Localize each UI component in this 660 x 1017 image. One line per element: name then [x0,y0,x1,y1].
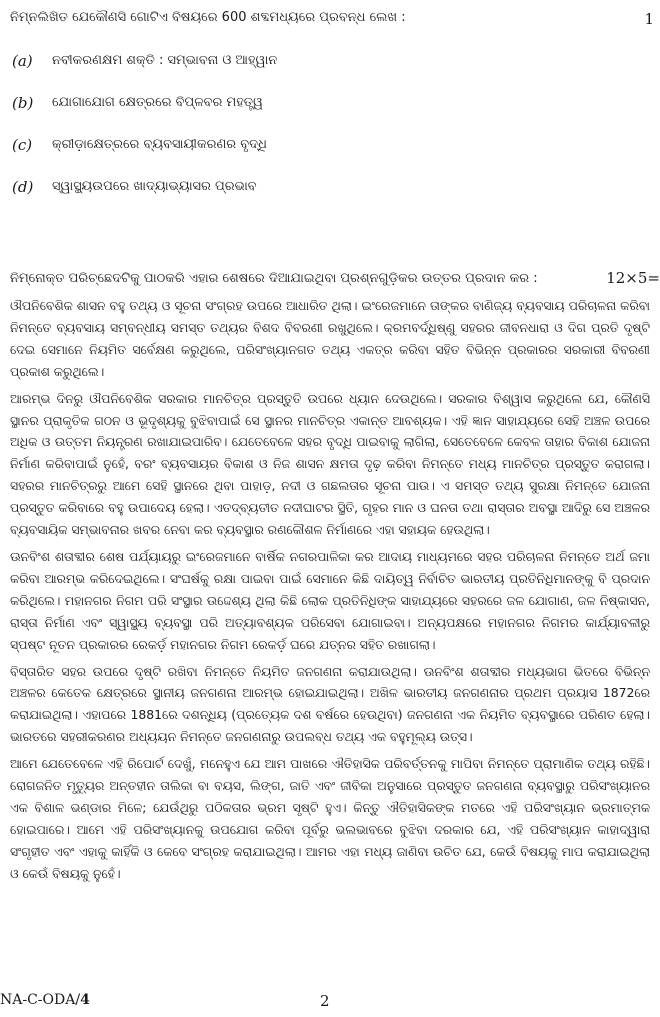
marks-label: 12×5= [606,269,660,287]
option-c [12,136,572,178]
option-text: କ୍ରୀଡ଼ାକ୍ଷେତ୍ରରେ ବ୍ୟବସାୟୀକରଣର ବୃଦ୍ଧି [52,137,267,152]
option-a [12,52,572,94]
essay-options [12,52,572,220]
paper-code-prefix: NA-C-ODA/ [0,992,81,1008]
passage-paragraph: ଆରମ୍ଭ ଦିନରୁ ଔପନିବେଶିକ ସରକାର ମାନଚିତ୍ର ପ୍ରସ୍ତୁତି ଉପରେ ଧ୍ୟାନ ଦେଉଥିଲେ। ସରକାର ବିଶ୍ୱାସ କରୁଥିଲେ ଯେ, କୌଣସି ସ୍ଥାନର ପ୍ରାକୃତିକ ଗଠନ ଓ ଭୂଦୃଶ୍ୟକୁ ବୁଝିବାପାଇଁ ସେ ସ୍ଥାନର ମାନଚିତ୍ର ଏକାନ୍ତ ଆବଶ୍ୟକ। ଏହି ଜ୍ଞାନ ସାହାଯ୍ୟରେ ସେହି ଅଞ୍ଚଳ ଉପରେ ଅଧିକ ଓ ଉତ୍ତମ ନିୟନ୍ତ୍ରଣ ରଖାଯାଇପାରିବ। ଯେତେବେଳେ ସହର ବୃଦ୍ଧି ପାଇବାକୁ ଲାଗିଲା, ସେତେବେଳେ କେବଳ ତାହାର ବିକାଶ ଯୋଜନା ନିର୍ମାଣ କରିବାପାଇଁ ନୁହେଁ, ବରଂ ବ୍ୟବସାୟର ବିକାଶ ଓ ନିଜ ଶାସନ କ୍ଷମତା ଦୃଢ଼ କରିବା ନିମନ୍ତେ ମଧ୍ୟ ମାନଚିତ୍ର ପ୍ରସ୍ତୁତ କରାଗଲା। ସହରର ମାନଚିତ୍ରରୁ ଆମେ ସେହି ସ୍ଥାନରେ ଥିବା ପାହାଡ଼, ନଦୀ ଓ ଗଛଲତାର ସୂଚନା ପାଉ। ଏ ସମସ୍ତ ତଥ୍ୟ ସୁରକ୍ଷା ନିମନ୍ତେ ଯୋଜନା ପ୍ରସ୍ତୁତ କରିବାରେ ବହୁ ଉପାଦେୟ ହେଲା। ଏତଦ୍‌ବ୍ୟତୀତ ନଦୀଘାଟର ସ୍ଥିତି, ଗୃହର ମାନ ଓ ଘନତା ତଥା ରାସ୍ତାର ଅବସ୍ଥା ଆଦିରୁ ସେ ଅଞ୍ଚଳର ବ୍ୟବସାୟିକ ସମ୍ଭାବନାର ଖବର ନେବା କର ବ୍ୟବସ୍ଥାର ରଣକୌଶଳ ନିର୍ମାଣରେ ଏହା ସହାୟକ ହେଉଥିଲା। [10,390,650,538]
question-number: 1 [644,10,654,28]
option-text: ସ୍ୱାସ୍ଥ୍ୟଉପରେ ଖାଦ୍ୟାଭ୍ୟାସର ପ୍ରଭାବ [52,179,257,194]
option-label: (a) [12,52,33,70]
option-b [12,94,572,136]
page-number: 2 [320,992,330,1010]
option-label: (d) [12,178,34,196]
option-d [12,178,572,220]
question-heading: ନିମ୍ନଲିଖିତ ଯେକୌଣସି ଗୋଟିଏ ବିଷୟରେ 600 ଶବ୍ଦମଧ୍ୟରେ ପ୍ରବନ୍ଧ ଲେଖ : [10,10,406,25]
passage-body [10,295,650,890]
passage-paragraph: ଔପନିବେଶିକ ଶାସନ ବହୁ ତଥ୍ୟ ଓ ସୂଚନା ସଂଗ୍ରହ ଉପରେ ଆଧାରିତ ଥିଲା। ଇଂରେଜମାନେ ତାଙ୍କର ବାଣିଜ୍ୟ ବ୍ୟବସାୟ ପରିଚାଳନା କରିବା ନିମନ୍ତେ ବ୍ୟବସାୟ ସମ୍ବନ୍ଧୀୟ ସମସ୍ତ ତଥ୍ୟର ବିଶଦ ବିବରଣୀ ରଖୁଥିଲେ। କ୍ରମବର୍ଦ୍ଧିଷ୍ଣୁ ସହରର ଜୀବନଧାରା ଓ ଦିଗ ପ୍ରତି ଦୃଷ୍ଟି ଦେଇ ସେମାନେ ନିୟମିତ ସର୍ବେକ୍ଷଣ କରୁଥିଲେ, ପରିସଂଖ୍ୟାନଗତ ତଥ୍ୟ ଏକତ୍ର କରିବା ସହିତ ବିଭିନ୍ନ ପ୍ରକାରର ସରକାରୀ ବିବରଣୀ ପ୍ରକାଶ କରୁଥିଲେ। [10,298,650,379]
option-text: ନବୀକରଣକ୍ଷମ ଶକ୍ତି : ସମ୍ଭାବନା ଓ ଆହ୍ୱାନ [52,53,278,68]
option-text: ଯୋଗାଯୋଗ କ୍ଷେତ୍ରରେ ବିପ୍ଳବର ମହତ୍ତ୍ୱ [52,95,263,110]
paper-code [0,992,90,1008]
passage-instruction: ନିମ୍ନୋକ୍ତ ପରିଚ୍ଛେଦଟିକୁ ପାଠକରି ଏହାର ଶେଷରେ ଦିଆଯାଇଥିବା ପ୍ରଶ୍ନଗୁଡ଼ିକର ଉତ୍ତର ପ୍ରଦାନ କର : [10,271,538,286]
paper-code-suffix: 4 [80,992,90,1008]
passage-paragraph: ଆମେ ଯେତେବେଳେ ଏହି ରିପୋର୍ଟ ଦେଖୁଁ, ମନେହୁଏ ଯେ ଆମ ପାଖରେ ଐତିହାସିକ ପରିବର୍ତ୍ତନକୁ ମାପିବା ନିମନ୍ତେ ପ୍ରାମାଣିକ ତଥ୍ୟ ରହିଛି। ରୋଗଜନିତ ମୃତ୍ୟୁର ଅନ୍ତହୀନ ତାଲିକା ବା ବୟସ, ଲିଙ୍ଗ, ଜାତି ଏବଂ ଜୀବିକା ଅନୁସାରେ ପ୍ରସ୍ତୁତ ଜନଗଣନା ବ୍ୟବସ୍ଥାରୁ ପରିସଂଖ୍ୟାନର ଏକ ବିଶାଳ ଭଣ୍ଡାର ମିଳେ; ଯେଉଁଥିରୁ ପଠିକତାର ଭ୍ରମ ସୃଷ୍ଟି ହୁଏ। କିନ୍ତୁ ଐତିହାସିକଙ୍କ ମତରେ ଏହି ପରିସଂଖ୍ୟାନ ଭ୍ରମାତ୍ମକ ହୋଇପାରେ। ଆମେ ଏହି ପରିସଂଖ୍ୟାନକୁ ଉପଯୋଗ କରିବା ପୂର୍ବରୁ ଭଲଭାବରେ ବୁଝିବା ଦରକାର ଯେ, ଏହି ପରିସଂଖ୍ୟାନ କାହାଦ୍ୱାରା ସଂଗୃହୀତ ଏବଂ ଏହାକୁ କାହିଁକି ଓ କେବେ ସଂଗ୍ରହ କରାଯାଇଥିଲା। ଆମର ଏହା ମଧ୍ୟ ଜାଣିବା ଉଚିତ ଯେ, କେଉଁ ବିଷୟକୁ ମାପ କରାଯାଇଥିଲା ଓ କେଉଁ ବିଷୟକୁ ନୁହେଁ। [10,756,650,881]
passage-paragraph: ବିସ୍ତାରିତ ସହର ଉପରେ ଦୃଷ୍ଟି ରଖିବା ନିମନ୍ତେ ନିୟମିତ ଜନଗଣନା କରାଯାଉଥିଲା। ଊନବିଂଶ ଶତାବ୍ଦୀର ମଧ୍ୟଭାଗ ଭିତରେ ବିଭିନ୍ନ ଅଞ୍ଚଳର କେତେକ କ୍ଷେତ୍ରରେ ସ୍ଥାନୀୟ ଜନଗଣନା ଆରମ୍ଭ ହୋଇଯାଇଥିଲା। ଅଖିଳ ଭାରତୀୟ ଜନଗଣନାର ପ୍ରଥମ ପ୍ରୟାସ 1872ରେ କରାଯାଇଥିଲା। ଏହାପରେ 1881ରେ ଦଶନ୍ଧିୟ (ପ୍ରତ୍ୟେକ ଦଶ ବର୍ଷରେ ହେଉଥିବା) ଜନଗଣନା ଏକ ନିୟମିତ ବ୍ୟବସ୍ଥାରେ ପରିଣତ ହେଲା। ଭାରତରେ ସହରୀକରଣର ଅଧ୍ୟୟନ ନିମନ୍ତେ ଜନଗଣନାରୁ ଉପଲବ୍ଧ ତଥ୍ୟ ଏକ ବହୁମୂଲ୍ୟ ଉତ୍ସ। [10,663,650,745]
option-label: (c) [12,136,33,154]
passage-paragraph: ଊନବିଂଶ ଶତାବ୍ଦୀର ଶେଷ ପର୍ଯ୍ୟାୟରୁ ଇଂରେଜମାନେ ବାର୍ଷିକ ନଗରପାଳିକା କର ଆଦାୟ ମାଧ୍ୟମରେ ସହର ପରିଚାଳନା ନିମନ୍ତେ ଅର୍ଥ ଜମା କରିବା ଆରମ୍ଭ କରିଦେଇଥିଲେ। ସଂଘର୍ଷକୁ ରକ୍ଷା ପାଇବା ପାଇଁ ସେମାନେ କିଛି ଦାୟିତ୍ୱ ନିର୍ବାଚିତ ଭାରତୀୟ ପ୍ରତିନିଧିମାନଙ୍କୁ ବି ପ୍ରଦାନ କରିଥିଲେ। ମହାନଗର ନିଗମ ପରି ସଂସ୍ଥାର ଉଦ୍ଦେଶ୍ୟ ଥିଲା କିଛି ଲୋକ ପ୍ରତିନିଧିଙ୍କ ସାହାଯ୍ୟରେ ସହରରେ ଜଳ ଯୋଗାଣ, ଜଳ ନିଷ୍କାସନ, ରାସ୍ତା ନିର୍ମାଣ ଏବଂ ସ୍ୱାସ୍ଥ୍ୟ ବ୍ୟବସ୍ଥା ପରି ଅତ୍ୟାବଶ୍ୟକ ପରିସେବା ଯୋଗାଇବା। ଅନ୍ୟପକ୍ଷରେ ମହାନଗର ନିଗମର କାର୍ଯ୍ୟାବଳୀରୁ ସ୍ପଷ୍ଟ ନୂତନ ପ୍ରକାରର ରେକର୍ଡ଼ ମହାନଗର ନିଗମ ରେକର୍ଡ଼ ଘରେ ଯତ୍ନର ସହିତ ରଖାଗଲା। [10,548,650,652]
option-label: (b) [12,94,34,112]
